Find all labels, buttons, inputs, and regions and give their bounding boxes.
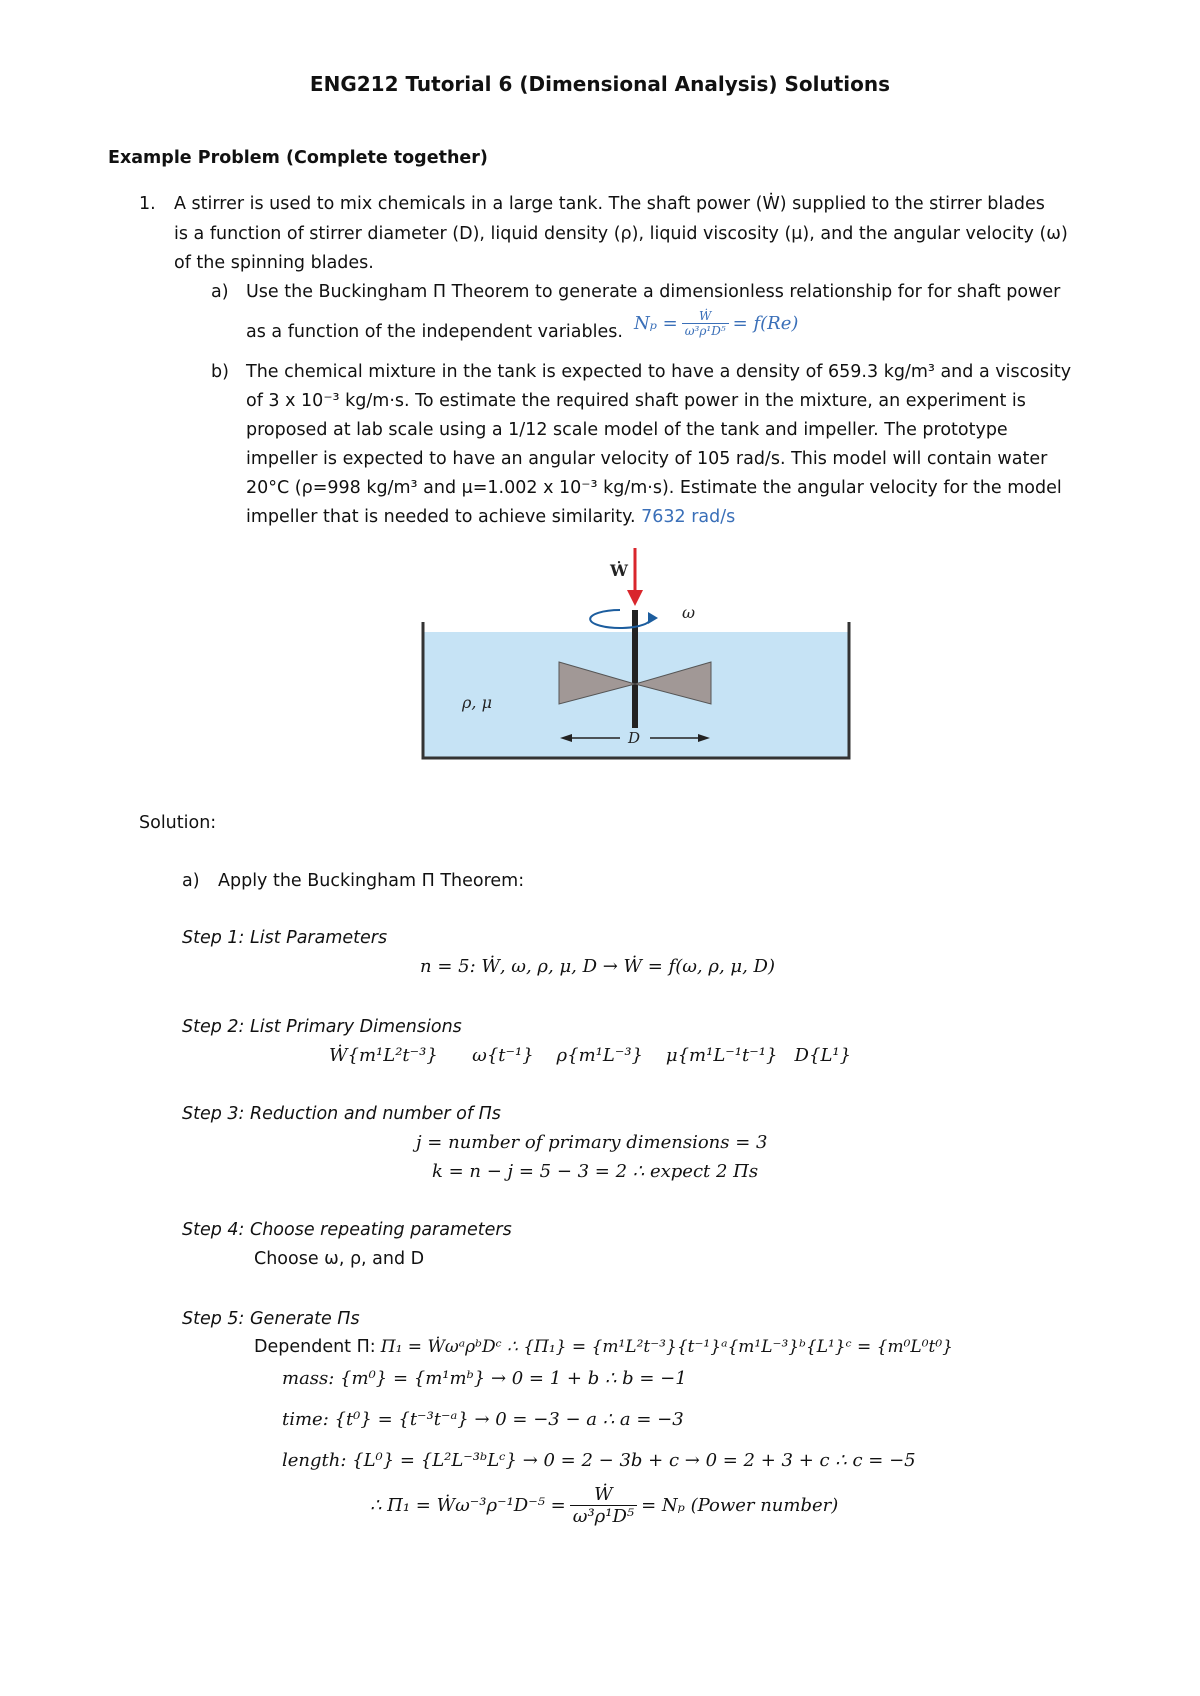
part-a-answer (634, 309, 798, 338)
part-a-line-2: as a function of the independent variables. (246, 322, 623, 342)
part-a-label: a) (211, 282, 229, 302)
answer-fraction (682, 309, 729, 338)
step-2-equation: Ẇ{m¹L²t⁻³} ω{t⁻¹} ρ{m¹L⁻³} μ{m¹L⁻¹t⁻¹} D{L¹} (329, 1045, 852, 1066)
part-b-line-4: impeller is expected to have an angular velocity of 105 rad/s. This model will contain water (246, 449, 1048, 469)
step-4-title: Step 4: Choose repeating parameters (182, 1220, 512, 1240)
answer-rhs: = f(Re) (732, 313, 799, 334)
solution-heading: Solution: (139, 813, 217, 833)
part-b-line-6 (246, 507, 735, 527)
answer-denominator: ω³ρ¹D⁵ (684, 324, 726, 338)
fluid-label: ρ, μ (462, 693, 492, 712)
omega-label: ω (682, 603, 696, 622)
answer-numerator: Ẇ (682, 309, 729, 324)
final-rhs: = Nₚ (Power number) (641, 1495, 839, 1516)
solution-a-label: a) (182, 871, 200, 891)
step-1-title: Step 1: List Parameters (182, 928, 388, 948)
final-lhs: ∴ Π₁ = Ẇω⁻³ρ⁻¹D⁻⁵ = (370, 1495, 566, 1516)
question-line-1: A stirrer is used to mix chemicals in a large tank. The shaft power (Ẇ) supplied to the stirrer blades (174, 194, 1045, 214)
diameter-label: D (628, 729, 641, 747)
step-3-equation-1: j = number of primary dimensions = 3 (416, 1132, 768, 1153)
step-3-equation-2: k = n − j = 5 − 3 = 2 ∴ expect 2 Πs (432, 1161, 759, 1182)
part-b-line-1: The chemical mixture in the tank is expected to have a density of 659.3 kg/m³ and a viscosity (246, 362, 1072, 382)
time-equation: time: {t⁰} = {t⁻³t⁻ᵃ} → 0 = −3 − a ∴ a = −3 (282, 1409, 684, 1430)
dependent-pi-row (254, 1337, 953, 1357)
step-3-title: Step 3: Reduction and number of Πs (182, 1104, 501, 1124)
power-arrow-head (627, 590, 643, 606)
rotation-arrow (590, 610, 650, 628)
length-equation: length: {L⁰} = {L²L⁻³ᵇLᶜ} → 0 = 2 − 3b + c → 0 = 2 + 3 + c ∴ c = −5 (282, 1450, 916, 1471)
step-2-title: Step 2: List Primary Dimensions (182, 1017, 462, 1037)
solution-a-text: Apply the Buckingham Π Theorem: (218, 871, 525, 891)
part-a-line-1: Use the Buckingham Π Theorem to generate a dimensionless relationship for for shaft power (246, 282, 1061, 302)
part-b-line-6-text: impeller that is needed to achieve similarity. (246, 507, 636, 527)
rotation-arrow-head (648, 612, 658, 624)
step-4-text: Choose ω, ρ, and D (254, 1249, 425, 1269)
part-b-line-2: of 3 x 10⁻³ kg/m·s. To estimate the required shaft power in the mixture, an experiment is (246, 391, 1026, 411)
mass-equation: mass: {m⁰} = {m¹mᵇ} → 0 = 1 + b ∴ b = −1 (282, 1368, 687, 1389)
final-numerator: Ẇ (570, 1484, 637, 1506)
part-b-line-5: 20°C (ρ=998 kg/m³ and μ=1.002 x 10⁻³ kg/m·s). Estimate the angular velocity for the model (246, 478, 1062, 498)
final-fraction (570, 1484, 637, 1527)
stirrer-tank-diagram (410, 540, 860, 770)
answer-lhs: Nₚ = (634, 313, 678, 334)
final-denominator: ω³ρ¹D⁵ (572, 1506, 635, 1527)
part-b-answer: 7632 rad/s (641, 507, 736, 527)
final-equation (370, 1484, 838, 1527)
dependent-label: Dependent Π: (254, 1337, 376, 1357)
page-title: ENG212 Tutorial 6 (Dimensional Analysis) Solutions (309, 72, 891, 96)
step-1-equation: n = 5: Ẇ, ω, ρ, μ, D → Ẇ = f(ω, ρ, μ, D) (420, 956, 775, 977)
example-heading: Example Problem (Complete together) (108, 148, 488, 168)
question-number: 1. (139, 194, 156, 214)
question-line-3: of the spinning blades. (174, 253, 374, 273)
part-b-line-3: proposed at lab scale using a 1/12 scale model of the tank and impeller. The prototype (246, 420, 1008, 440)
question-line-2: is a function of stirrer diameter (D), liquid density (ρ), liquid viscosity (μ), and the angular velocity (ω) (174, 224, 1068, 244)
dependent-equation: Π₁ = ẆωᵃρᵇDᶜ ∴ {Π₁} = {m¹L²t⁻³}{t⁻¹}ᵃ{m¹L⁻³}ᵇ{L¹}ᶜ = {m⁰L⁰t⁰} (380, 1337, 953, 1357)
part-b-label: b) (211, 362, 229, 382)
power-label: Ẇ (610, 561, 628, 580)
step-5-title: Step 5: Generate Πs (182, 1309, 360, 1329)
